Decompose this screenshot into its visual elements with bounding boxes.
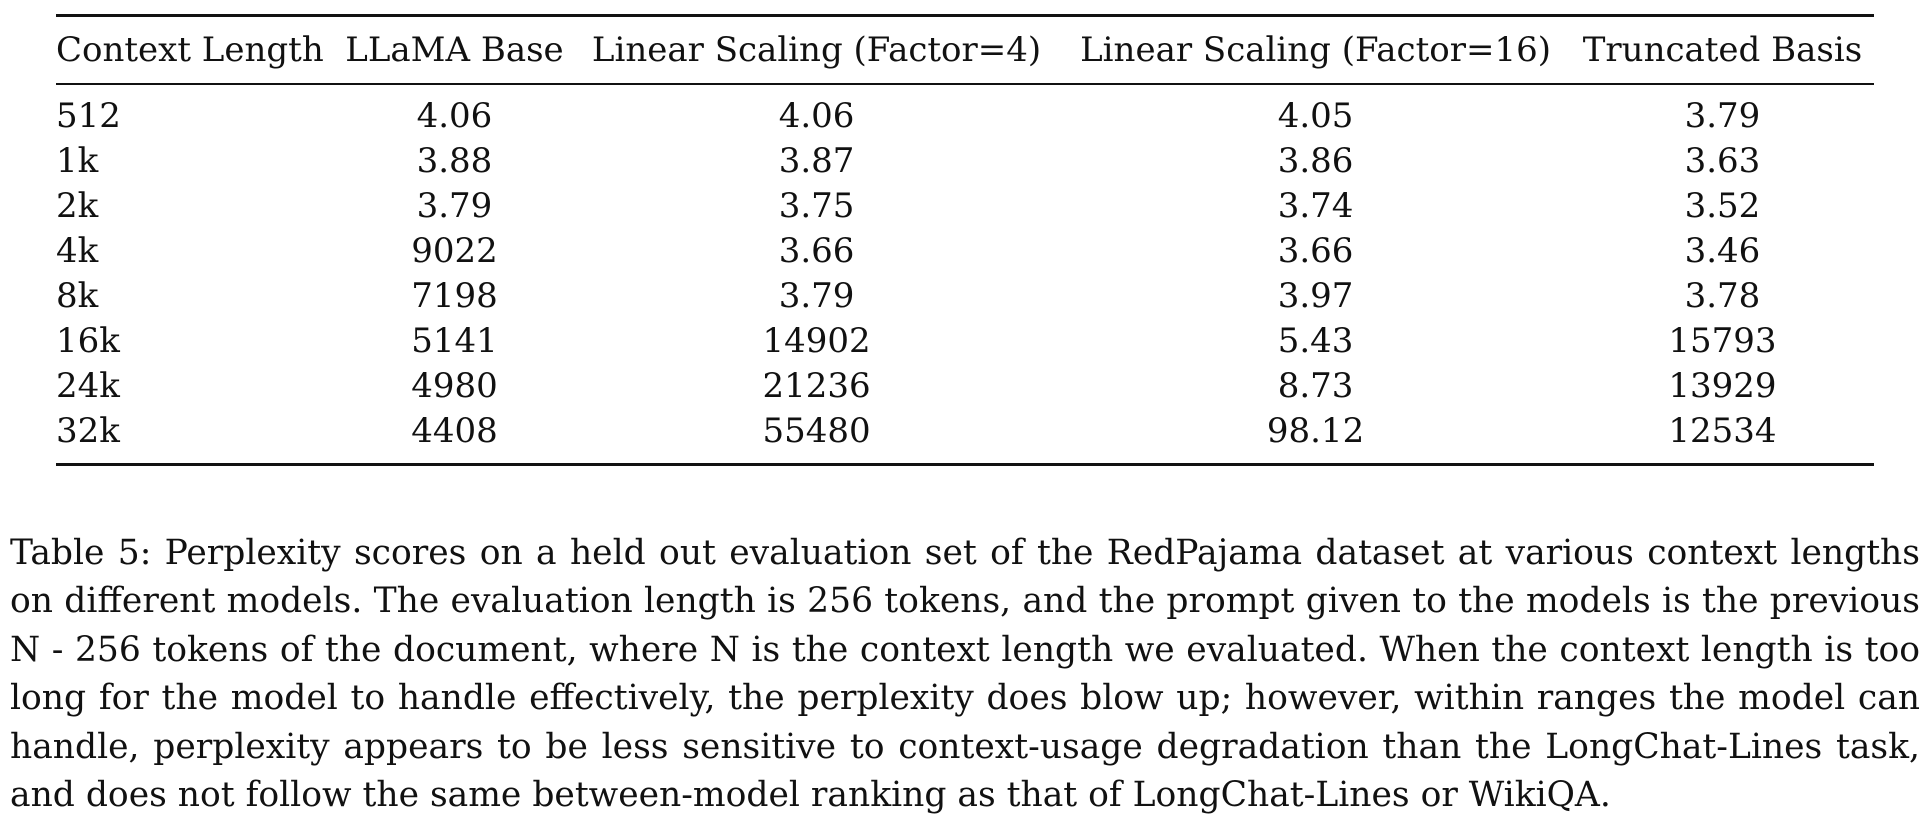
cell-context-length: 24k	[56, 365, 120, 406]
cell-linear-scaling-16: 3.74	[1277, 185, 1354, 226]
header-row	[56, 16, 1874, 85]
cell-linear-scaling-4: 3.75	[778, 185, 855, 226]
cell-linear-scaling-16: 3.66	[1277, 230, 1354, 271]
cell-linear-scaling-4: 3.79	[778, 275, 855, 316]
cell-truncated-basis: 13929	[1668, 365, 1777, 406]
header-linear-scaling-4: Linear Scaling (Factor=4)	[591, 30, 1042, 70]
cell-truncated-basis: 15793	[1668, 320, 1777, 361]
header-truncated-basis: Truncated Basis	[1582, 30, 1863, 70]
cell-linear-scaling-4: 21236	[762, 365, 871, 406]
cell-linear-scaling-4: 3.66	[778, 230, 855, 271]
perplexity-table-container	[56, 14, 1874, 466]
cell-llama-base: 5141	[411, 320, 498, 361]
table-caption: Table 5: Perplexity scores on a held out evaluation set of the RedPajama dataset at various context lengths on different models. The evaluation length is 256 tokens, and the prompt given to the models is the previous N - 256 tokens of the document, where N is the context length we evaluated. When the context length is too long for the model to handle effectively, the perplexity does blow up; however, within ranges the model can handle, perplexity appears to be less sensitive to context-usage degradation than the LongChat-Lines task, and does not follow the same between-model ranking as that of LongChat-Lines or WikiQA.	[10, 532, 1920, 815]
table-row	[56, 318, 1874, 363]
table-row	[56, 273, 1874, 318]
cell-llama-base: 3.79	[416, 185, 493, 226]
header-context-length: Context Length	[56, 30, 324, 70]
cell-truncated-basis: 3.79	[1684, 95, 1761, 136]
table-row	[56, 363, 1874, 408]
cell-truncated-basis: 12534	[1668, 410, 1777, 451]
cell-context-length: 16k	[56, 320, 120, 361]
table-row	[56, 84, 1874, 138]
table-row	[56, 183, 1874, 228]
table-body	[56, 84, 1874, 465]
cell-linear-scaling-4: 55480	[762, 410, 871, 451]
cell-truncated-basis: 3.52	[1684, 185, 1761, 226]
cell-linear-scaling-16: 8.73	[1277, 365, 1354, 406]
cell-truncated-basis: 3.63	[1684, 140, 1761, 181]
table-row	[56, 408, 1874, 465]
cell-llama-base: 9022	[411, 230, 498, 271]
cell-llama-base: 4980	[411, 365, 498, 406]
cell-llama-base: 7198	[411, 275, 498, 316]
cell-linear-scaling-16: 3.86	[1277, 140, 1354, 181]
cell-linear-scaling-16: 98.12	[1266, 410, 1365, 451]
cell-linear-scaling-4: 3.87	[778, 140, 855, 181]
cell-linear-scaling-4: 4.06	[778, 95, 855, 136]
cell-linear-scaling-4: 14902	[762, 320, 871, 361]
header-linear-scaling-16: Linear Scaling (Factor=16)	[1080, 30, 1551, 70]
cell-llama-base: 4408	[411, 410, 498, 451]
cell-context-length: 512	[56, 95, 121, 136]
cell-truncated-basis: 3.78	[1684, 275, 1761, 316]
cell-context-length: 2k	[56, 185, 99, 226]
cell-linear-scaling-16: 3.97	[1277, 275, 1354, 316]
cell-llama-base: 3.88	[416, 140, 493, 181]
cell-linear-scaling-16: 5.43	[1277, 320, 1354, 361]
cell-llama-base: 4.06	[416, 95, 493, 136]
header-llama-base: LLaMA Base	[345, 30, 564, 70]
cell-context-length: 8k	[56, 275, 99, 316]
cell-context-length: 32k	[56, 410, 120, 451]
table-header	[56, 16, 1874, 85]
perplexity-table	[56, 14, 1874, 466]
cell-truncated-basis: 3.46	[1684, 230, 1761, 271]
cell-linear-scaling-16: 4.05	[1277, 95, 1354, 136]
cell-context-length: 4k	[56, 230, 99, 271]
cell-context-length: 1k	[56, 140, 99, 181]
table-row	[56, 138, 1874, 183]
table-row	[56, 228, 1874, 273]
